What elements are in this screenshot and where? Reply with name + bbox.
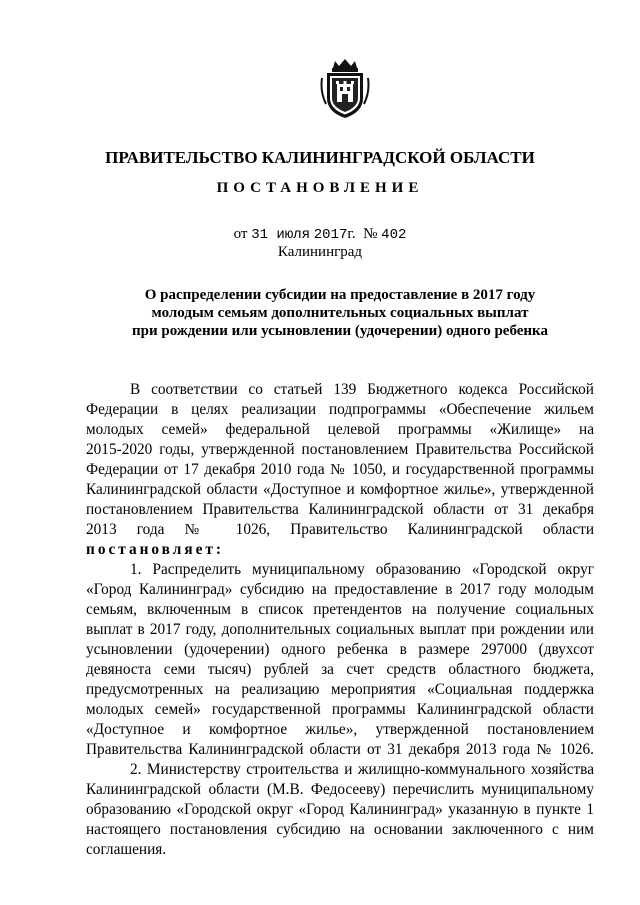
number-sign: №	[363, 226, 378, 242]
body-line: «Город Калининград» субсидию на предоставление в 2017 году молодым	[86, 581, 594, 598]
year-value: 2017	[313, 227, 348, 243]
coat-of-arms-icon	[319, 58, 371, 120]
government-name: ПРАВИТЕЛЬСТВО КАЛИНИНГРАДСКОЙ ОБЛАСТИ	[105, 148, 535, 167]
resolves-word: постановляет:	[86, 541, 224, 558]
number-value: 402	[381, 227, 407, 243]
body-line: предусмотренных на реализацию мероприятия «Социальная поддержка	[86, 681, 594, 698]
body-line: 2013 года № 1026, Правительство Калининградской области	[86, 521, 594, 538]
title-line: О распределении субсидии на предоставление в 2017 году	[144, 287, 536, 303]
body-line: Калининградской области (М.В. Федосееву) перечислить муниципальному	[86, 781, 594, 798]
title-line: молодым семьям дополнительных социальных выплат	[151, 305, 529, 321]
document-type: ПОСТАНОВЛЕНИЕ	[216, 180, 424, 196]
body-line: настоящего постановления субсидию на основании заключенного с ним	[86, 821, 594, 838]
body-line: Правительства Калининградской области от 31 декабря 2013 года № 1026.	[86, 741, 594, 758]
date-prefix: от	[233, 226, 248, 242]
body-line: семьям, включенным в список претендентов на получение социальных	[86, 601, 594, 618]
body-line: В соответствии со статьей 139 Бюджетного кодекса Российской	[130, 381, 594, 398]
document-title	[100, 286, 580, 340]
body-line: образованию «Городской округ «Город Калининград» указанную в пункте 1	[86, 801, 594, 818]
body-line: выплат в 2017 году, дополнительных социальных выплат при рождении или	[86, 621, 594, 638]
city: Калининград	[277, 244, 363, 260]
body-line: девяноста семи тысяч) рублей за счет средств областного бюджета,	[86, 661, 594, 678]
body-line: соглашения.	[86, 841, 167, 858]
body-line: усыновлении (удочерении) одного ребенка в размере 297000 (двухсот	[86, 641, 594, 658]
body-line: Калининградской области «Доступное и комфортное жилье», утвержденной	[86, 481, 594, 498]
body-line: постановлением Правительства Калининградской области от 31 декабря	[86, 501, 594, 518]
title-line: при рождении или усыновлении (удочерении) одного ребенка	[132, 323, 548, 339]
body-line: 2015-2020 годы, утвержденной постановлением Правительства Российской	[86, 441, 594, 458]
date-value: 31 июля	[251, 227, 311, 243]
body-line: молодых семей» федеральной целевой программы «Жилище» на	[86, 421, 594, 438]
body-line: Федерации от 17 декабря 2010 года № 1050, и государственной программы	[86, 461, 594, 478]
document-body	[86, 380, 594, 860]
year-suffix: г.	[347, 226, 356, 242]
body-line: молодых семей» государственной программы Калининградской области	[86, 701, 594, 718]
body-line: 2. Министерству строительства и жилищно-коммунального хозяйства	[130, 761, 594, 778]
date-line	[0, 226, 640, 243]
body-line: «Доступное и комфортное жилье», утвержденной постановлением	[86, 721, 594, 738]
body-line: Федерации в целях реализации подпрограммы «Обеспечение жильем	[86, 401, 594, 418]
body-line: 1. Распределить муниципальному образованию «Городской округ	[130, 561, 594, 578]
